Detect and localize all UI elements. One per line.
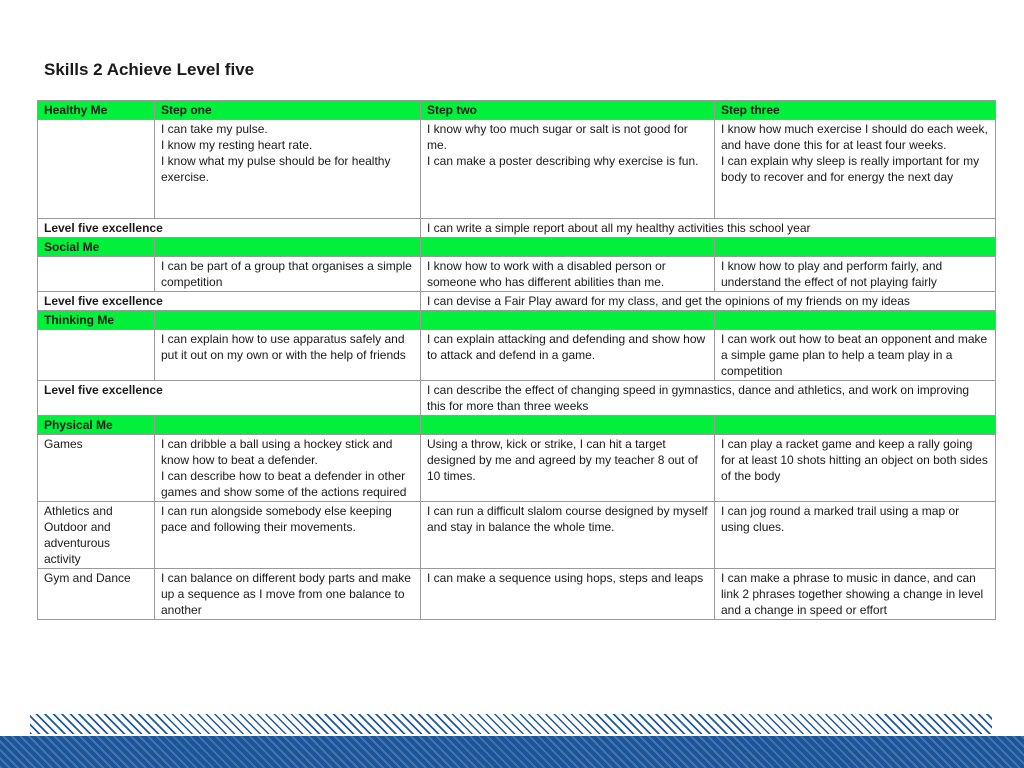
social-label-cell	[38, 257, 155, 292]
physical-gym-row	[38, 569, 996, 620]
footer-band-decoration	[0, 736, 1024, 768]
header-healthy-me: Healthy Me	[38, 101, 155, 120]
physical-athletics-step-one: I can run alongside somebody else keeping pace and following their movements.	[155, 502, 421, 569]
footer-hatch-decoration	[30, 714, 992, 734]
physical-header-row	[38, 416, 996, 435]
thinking-row	[38, 330, 996, 381]
healthy-label-cell	[38, 120, 155, 219]
physical-games-step-two: Using a throw, kick or strike, I can hit a target designed by me and agreed by my teacher 8 out of 10 times.	[421, 435, 715, 502]
thinking-excellence-text: I can describe the effect of changing speed in gymnastics, dance and athletics, and work on improving this for more than three weeks	[421, 381, 996, 416]
social-step-two: I know how to work with a disabled person or someone who has different abilities than me.	[421, 257, 715, 292]
social-step-three: I know how to play and perform fairly, and understand the effect of not playing fairly	[715, 257, 996, 292]
physical-athletics-step-two: I can run a difficult slalom course designed by myself and stay in balance the whole time.	[421, 502, 715, 569]
page-title: Skills 2 Achieve Level five	[44, 60, 255, 79]
header-step-one: Step one	[155, 101, 421, 120]
physical-athletics-step-three: I can jog round a marked trail using a map or using clues.	[715, 502, 996, 569]
healthy-excellence-text: I can write a simple report about all my healthy activities this school year	[421, 219, 996, 238]
social-step-one: I can be part of a group that organises a simple competition	[155, 257, 421, 292]
social-row	[38, 257, 996, 292]
social-heading: Social Me	[38, 238, 155, 257]
thinking-step-one: I can explain how to use apparatus safely and put it out on my own or with the help of friends	[155, 330, 421, 381]
physical-gym-step-one: I can balance on different body parts and make up a sequence as I move from one balance to another	[155, 569, 421, 620]
healthy-row	[38, 120, 996, 219]
healthy-step-three: I know how much exercise I should do each week, and have done this for at least four weeks. I can explain why sleep is really important for my body to recover and for energy the next day	[715, 120, 996, 219]
thinking-heading: Thinking Me	[38, 311, 155, 330]
header-step-two: Step two	[421, 101, 715, 120]
healthy-step-one: I can take my pulse. I know my resting heart rate. I know what my pulse should be for healthy exercise.	[155, 120, 421, 219]
thinking-excellence-label: Level five excellence	[38, 381, 421, 416]
thinking-header-row	[38, 311, 996, 330]
social-excellence-row	[38, 292, 996, 311]
healthy-excellence-label: Level five excellence	[38, 219, 421, 238]
social-excellence-label: Level five excellence	[38, 292, 421, 311]
physical-games-label: Games	[38, 435, 155, 502]
thinking-step-three: I can work out how to beat an opponent and make a simple game plan to help a team play in a competition	[715, 330, 996, 381]
header-row	[38, 101, 996, 120]
header-step-three: Step three	[715, 101, 996, 120]
physical-athletics-label: Athletics and Outdoor and adventurous activity	[38, 502, 155, 569]
healthy-step-two: I know why too much sugar or salt is not good for me. I can make a poster describing why exercise is fun.	[421, 120, 715, 219]
skills-table	[37, 100, 996, 620]
healthy-excellence-row	[38, 219, 996, 238]
physical-games-row	[38, 435, 996, 502]
thinking-step-two: I can explain attacking and defending and show how to attack and defend in a game.	[421, 330, 715, 381]
physical-gym-label: Gym and Dance	[38, 569, 155, 620]
social-excellence-text: I can devise a Fair Play award for my class, and get the opinions of my friends on my ideas	[421, 292, 996, 311]
physical-heading: Physical Me	[38, 416, 155, 435]
thinking-excellence-row	[38, 381, 996, 416]
thinking-label-cell	[38, 330, 155, 381]
physical-games-step-one: I can dribble a ball using a hockey stick and know how to beat a defender. I can describe how to beat a defender in other games and show some of the actions required	[155, 435, 421, 502]
physical-gym-step-two: I can make a sequence using hops, steps and leaps	[421, 569, 715, 620]
physical-athletics-row	[38, 502, 996, 569]
physical-games-step-three: I can play a racket game and keep a rally going for at least 10 shots hitting an object on both sides of the body	[715, 435, 996, 502]
social-header-row	[38, 238, 996, 257]
physical-gym-step-three: I can make a phrase to music in dance, and can link 2 phrases together showing a change in level and a change in speed or effort	[715, 569, 996, 620]
